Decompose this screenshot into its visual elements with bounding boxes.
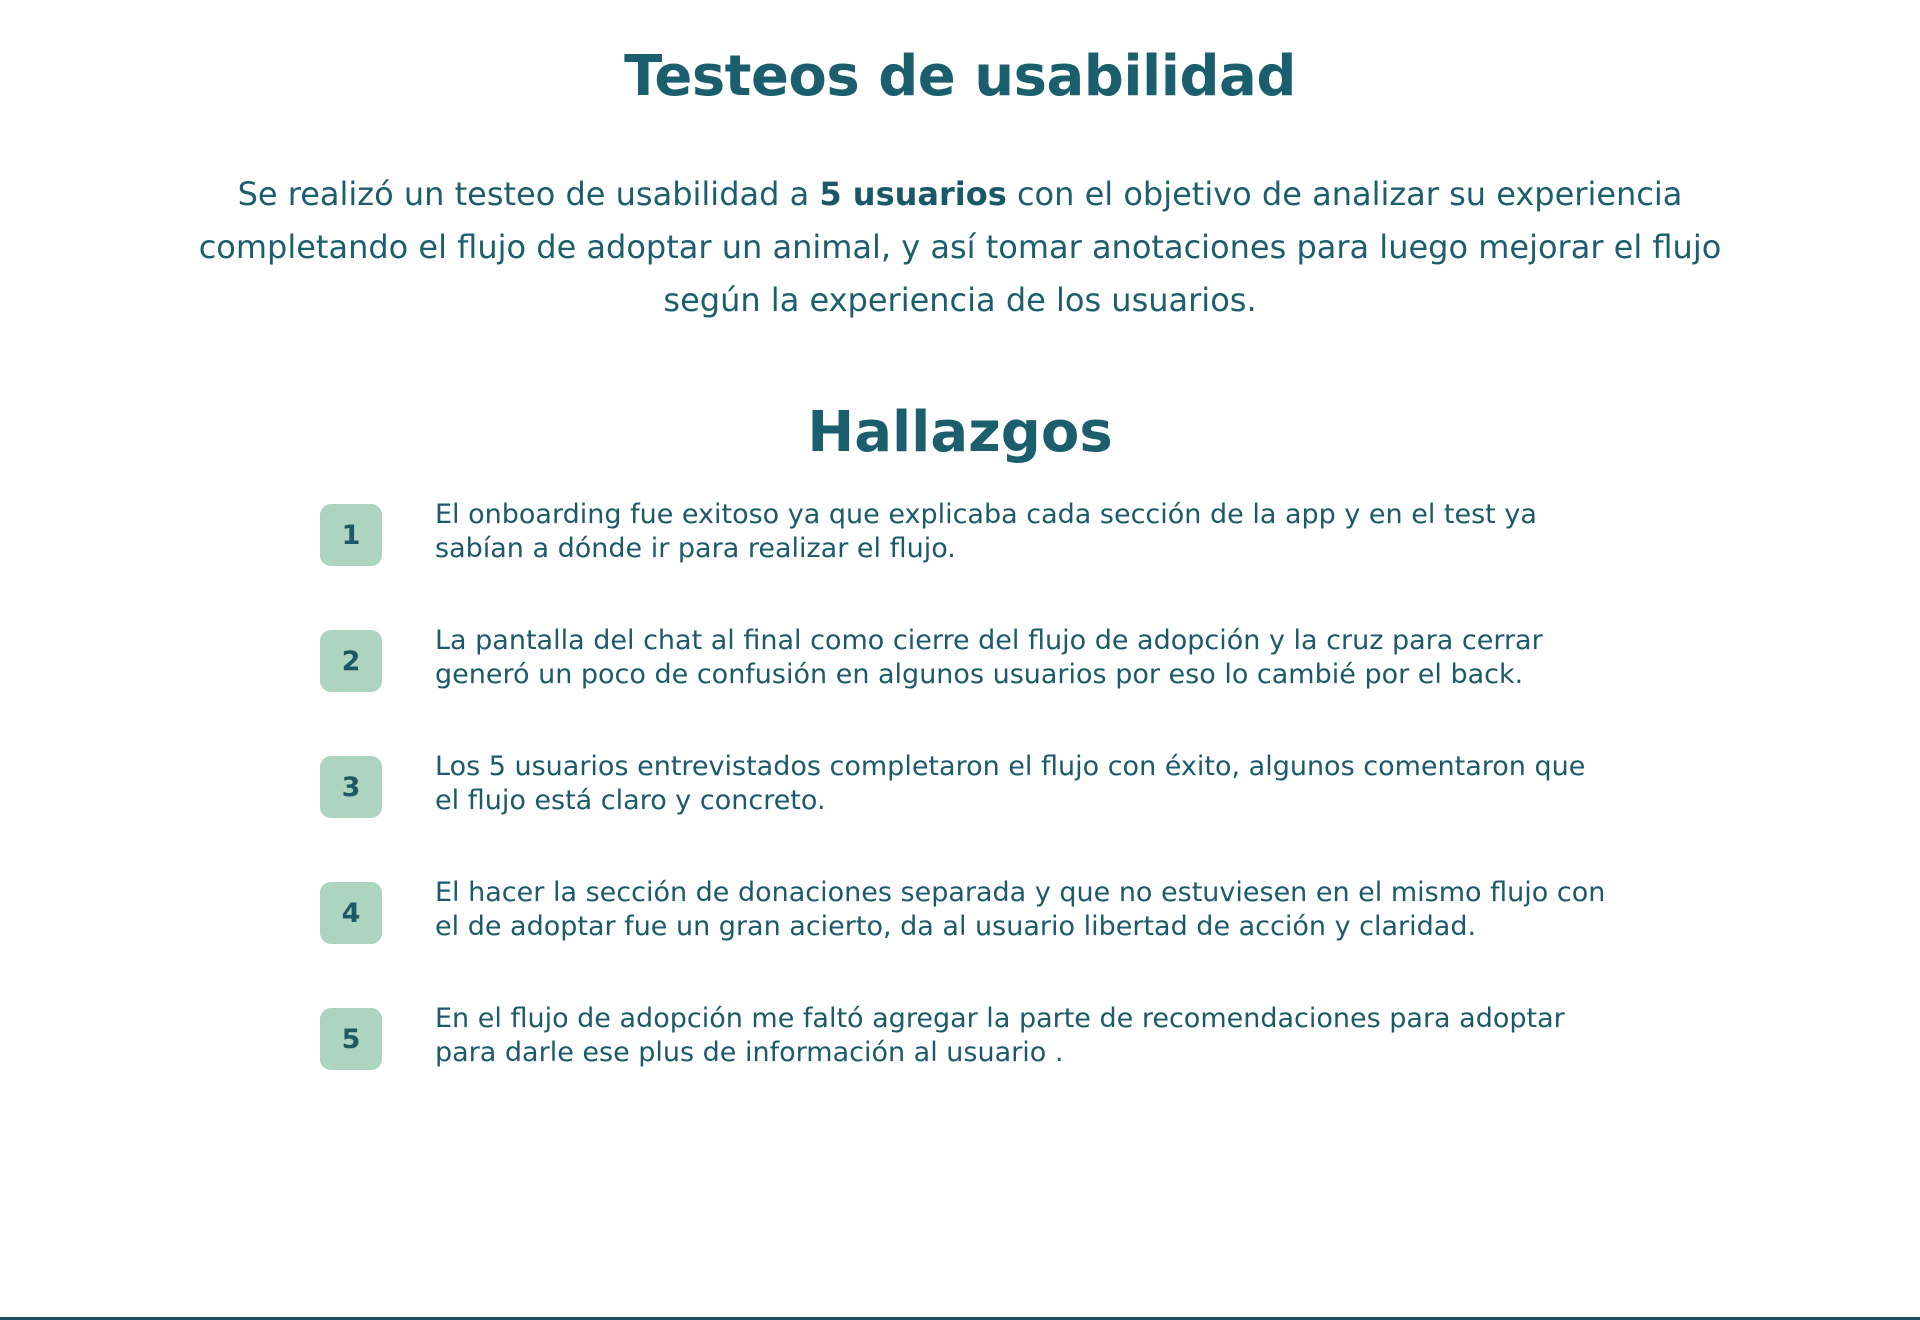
finding-item xyxy=(320,625,1640,754)
finding-number-badge: 4 xyxy=(320,882,382,944)
finding-item xyxy=(320,877,1640,1006)
intro-paragraph xyxy=(170,168,1750,327)
intro-highlight: 5 usuarios xyxy=(819,175,1007,213)
finding-item xyxy=(320,1003,1640,1132)
finding-number-badge: 3 xyxy=(320,756,382,818)
finding-text: La pantalla del chat al final como cierre del flujo de adopción y la cruz para cerrar generó un poco de confusión en algunos usuarios por eso lo cambié por el back. xyxy=(435,625,1543,690)
page-title: Testeos de usabilidad xyxy=(624,44,1296,109)
finding-text: En el flujo de adopción me faltó agregar la parte de recomendaciones para adoptar para darle ese plus de información al usuario . xyxy=(435,1003,1565,1068)
intro-text-before: Se realizó un testeo de usabilidad a xyxy=(237,175,820,213)
finding-text: Los 5 usuarios entrevistados completaron el flujo con éxito, algunos comentaron que el flujo está claro y concreto. xyxy=(435,751,1586,816)
finding-item xyxy=(320,499,1640,628)
intro-text-after: con el objetivo de analizar su experiencia completando el flujo de adoptar un animal, y así tomar anotaciones para luego mejorar el flujo según la experiencia de los usuarios. xyxy=(198,175,1722,319)
findings-title: Hallazgos xyxy=(807,400,1113,465)
finding-number-badge: 2 xyxy=(320,630,382,692)
findings-list xyxy=(320,499,1640,1132)
finding-number-badge: 1 xyxy=(320,504,382,566)
finding-text: El onboarding fue exitoso ya que explicaba cada sección de la app y en el test ya sabían a dónde ir para realizar el flujo. xyxy=(435,499,1537,564)
finding-text: El hacer la sección de donaciones separada y que no estuviesen en el mismo flujo con el de adoptar fue un gran acierto, da al usuario libertad de acción y claridad. xyxy=(435,877,1606,942)
finding-item xyxy=(320,751,1640,880)
finding-number-badge: 5 xyxy=(320,1008,382,1070)
